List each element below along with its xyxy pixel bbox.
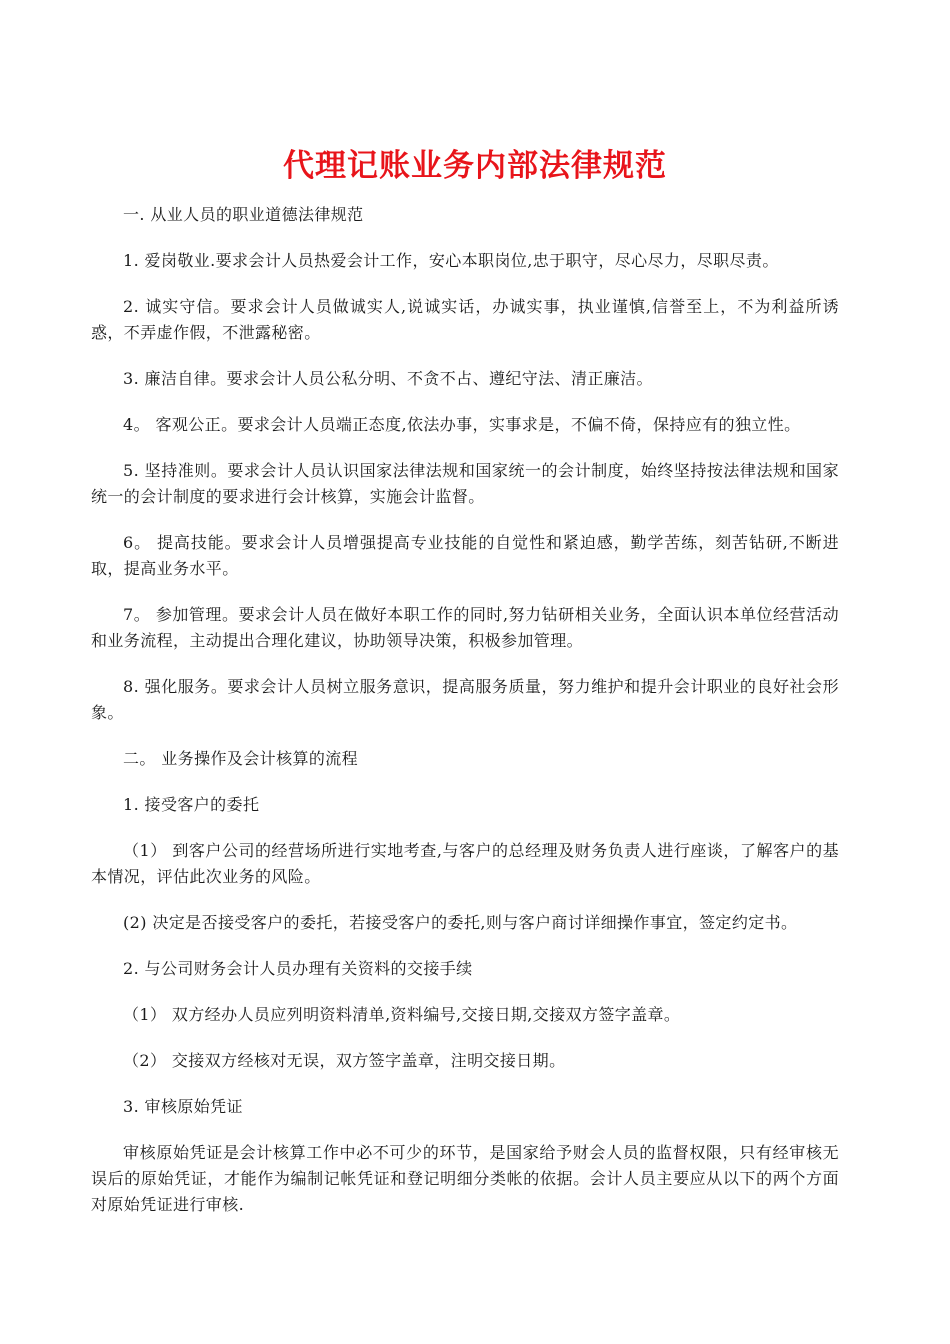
paragraph: 2. 诚实守信。要求会计人员做诚实人,说诚实话，办诚实事，执业谨慎,信誉至上，不为利益所诱惑，不弄虚作假，不泄露秘密。 [91,297,839,342]
paragraph: 1. 爱岗敬业.要求会计人员热爱会计工作，安心本职岗位,忠于职守，尽心尽力，尽职尽责。 [123,251,779,270]
document-title: 代理记账业务内部法律规范 [283,148,667,184]
paragraph: (2) 决定是否接受客户的委托，若接受客户的委托,则与客户商讨详细操作事宜，签定约定书。 [123,913,798,932]
paragraph: 8. 强化服务。要求会计人员树立服务意识，提高服务质量，努力维护和提升会计职业的良好社会形象。 [91,677,839,722]
subsection-heading: 2. 与公司财务会计人员办理有关资料的交接手续 [123,959,473,978]
section-heading: 二。 业务操作及会计核算的流程 [123,749,359,768]
paragraph: （2） 交接双方经核对无误，双方签字盖章，注明交接日期。 [123,1051,566,1070]
paragraph: 审核原始凭证是会计核算工作中必不可少的环节，是国家给予财会人员的监督权限，只有经审核无误后的原始凭证，才能作为编制记帐凭证和登记明细分类帐的依据。会计人员主要应从以下的两个方面对原始凭证进行审核. [91,1143,839,1214]
paragraph: （1） 到客户公司的经营场所进行实地考查,与客户的总经理及财务负责人进行座谈，了解客户的基本情况，评估此次业务的风险。 [91,841,839,886]
subsection-heading: 3. 审核原始凭证 [123,1097,243,1116]
paragraph: 3. 廉洁自律。要求会计人员公私分明、不贪不占、遵纪守法、清正廉洁。 [123,369,653,388]
subsection-heading: 1. 接受客户的委托 [123,795,260,814]
paragraph: 6。 提高技能。要求会计人员增强提高专业技能的自觉性和紧迫感，勤学苦练，刻苦钻研,不断进取，提高业务水平。 [91,533,839,578]
section-heading: 一. 从业人员的职业道德法律规范 [123,205,364,224]
paragraph: 7。 参加管理。要求会计人员在做好本职工作的同时,努力钻研相关业务，全面认识本单位经营活动和业务流程，主动提出合理化建议，协助领导决策，积极参加管理。 [91,605,839,650]
paragraph: 4。 客观公正。要求会计人员端正态度,依法办事，实事求是，不偏不倚，保持应有的独立性。 [123,415,801,434]
paragraph: 5. 坚持准则。要求会计人员认识国家法律法规和国家统一的会计制度，始终坚持按法律法规和国家统一的会计制度的要求进行会计核算，实施会计监督。 [91,461,839,506]
document-body [91,202,839,1238]
paragraph: （1） 双方经办人员应列明资料清单,资料编号,交接日期,交接双方签字盖章。 [123,1005,681,1024]
